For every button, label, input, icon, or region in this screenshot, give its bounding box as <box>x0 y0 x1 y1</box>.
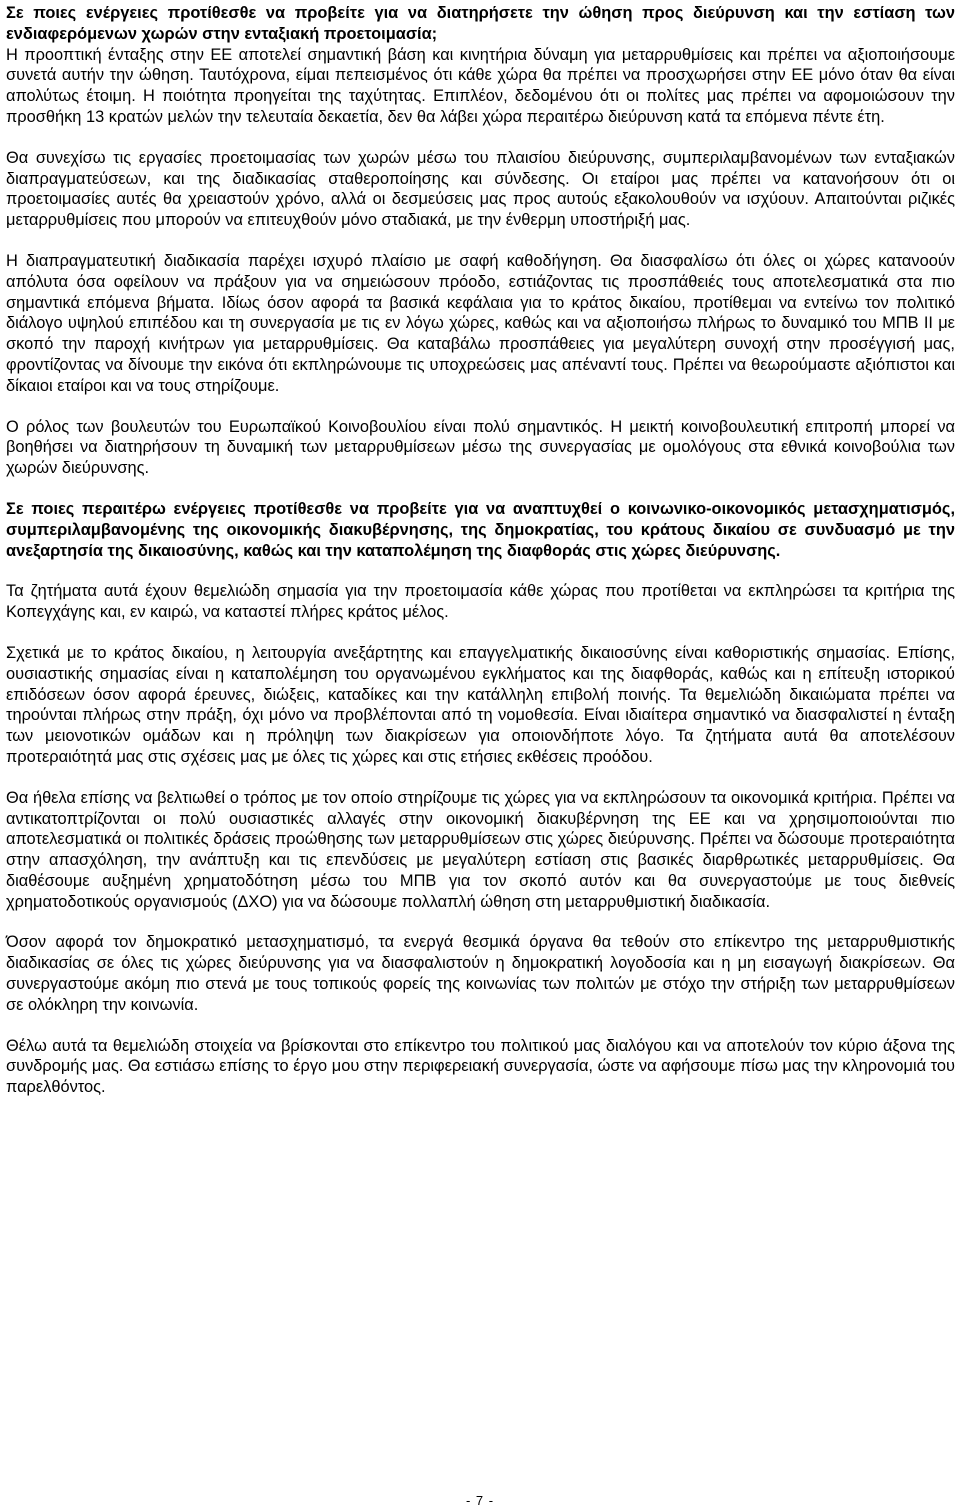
body-paragraph: Ο ρόλος των βουλευτών του Ευρωπαϊκού Κοινοβουλίου είναι πολύ σημαντικός. Η μεικτή κοινοβουλευτική επιτροπή μπορεί να βοηθήσει να διατηρήσουν τη δυναμική των μεταρρυθμίσεων μέσω της συνεργασίας με ομολόγους στα εθνικά κοινοβούλια των χωρών διεύρυνσης. <box>6 417 955 478</box>
body-paragraph: Σχετικά με το κράτος δικαίου, η λειτουργία ανεξάρτητης και επαγγελματικής δικαιοσύνης είναι καθοριστικής σημασίας. Επίσης, ουσιαστικής σημασίας είναι η καταπολέμηση του οργανωμένου εγκλήματος και της διαφθοράς, καθώς και η επίτευξη ιστορικού επιδόσεων όσον αφορά έρευνες, διώξεις, καταδίκες και την κατάλληλη επιβολή ποινής. Τα θεμελιώδη δικαιώματα πρέπει να τηρούνται πλήρως στην πράξη, όχι μόνο να προβλέπονται από τη νομοθεσία. Είναι ιδιαίτερα σημαντικό να διασφαλιστεί η ένταξη των μειονοτικών ομάδων και η πρόληψη των διακρίσεων για οποιονδήποτε λόγο. Τα ζητήματα αυτά θα αποτελέσουν προτεραιότητά μας στις σχέσεις μας με όλες τις χώρες και στις ετήσιες εκθέσεις προόδου. <box>6 643 955 766</box>
body-paragraph: Όσον αφορά τον δημοκρατικό μετασχηματισμό, τα ενεργά θεσμικά όργανα θα τεθούν στο επίκεντρο της μεταρρυθμιστικής διαδικασίας σε όλες τις χώρες διεύρυνσης για να διασφαλιστούν η δημοκρατική λογοδοσία και η μη εισαγωγή διακρίσεων. Θα συνεργαστούμε ακόμη πιο στενά με τους τοπικούς φορείς της κοινωνίας των πολιτών με στόχο την στήριξη των μεταρρυθμίσεων σε ολόκληρη την κοινωνία. <box>6 933 955 1014</box>
body-paragraph: Τα ζητήματα αυτά έχουν θεμελιώδη σημασία για την προετοιμασία κάθε χώρας που προτίθεται να εκπληρώσει τα κριτήρια της Κοπεγχάγης και, εν καιρώ, να καταστεί πλήρες κράτος μέλος. <box>6 582 955 622</box>
question-heading-2: Σε ποιες περαιτέρω ενέργειες προτίθεσθε να προβείτε για να αναπτυχθεί ο κοινωνικο-οικονομικός μετασχηματισμός, συμπεριλαμβανομένης της οικονομικής διακυβέρνησης, της δημοκρατίας, του κράτους δικαίου σε συνδυασμό με την ανεξαρτησία της δικαιοσύνης, καθώς και την καταπολέμηση της διαφθοράς στις χώρες διεύρυνσης. <box>6 499 955 560</box>
body-paragraph: Θέλω αυτά τα θεμελιώδη στοιχεία να βρίσκονται στο επίκεντρο του πολιτικού μας διαλόγου και να αποτελούν τον κύριο άξονα της συνδρομής μας. Θα εστιάσω επίσης το έργο μου στην περιφερειακή συνεργασία, ώστε να αφήσουμε πίσω μας την κληρονομιά του παρελθόντος. <box>6 1036 955 1097</box>
document-body <box>6 3 955 1118</box>
page-number: - 7 - <box>465 1493 495 1508</box>
body-paragraph: Θα συνεχίσω τις εργασίες προετοιμασίας των χωρών μέσω του πλαισίου διεύρυνσης, συμπεριλαμβανομένων των ενταξιακών διαπραγματεύσεων, και της διαδικασίας σταθεροποίησης και σύνδεσης. Οι εταίροι μας πρέπει να κατανοήσουν ότι οι προετοιμασίες αυτές θα χρειαστούν χρόνο, αλλά οι δεσμεύσεις μας προς αυτούς εξακολουθούν να ισχύουν. Απαιτούνται ριζικές μεταρρυθμίσεις που μπορούν να επιτευχθούν μόνο σταδιακά, με την ένθερμη υποστήριξή μας. <box>6 148 955 230</box>
body-paragraph: Η προοπτική ένταξης στην ΕΕ αποτελεί σημαντική βάση και κινητήρια δύναμη για μεταρρυθμίσεις και πρέπει να αξιοποιήσουμε συνετά αυτήν την ώθηση. Ταυτόχρονα, είμαι πεπεισμένος ότι κάθε χώρα θα πρέπει να προσχωρήσει στην ΕΕ μόνο όταν θα είναι απολύτως έτοιμη. Η ποιότητα προηγείται της ταχύτητας. Επιπλέον, δεδομένου ότι οι πολίτες μας πρέπει να αφομοιώσουν την προσθήκη 13 κρατών μελών την τελευταία δεκαετία, δεν θα λάβει χώρα περαιτέρω διεύρυνση κατά τα επόμενα πέντε έτη. <box>6 45 955 126</box>
question-heading-1: Σε ποιες ενέργειες προτίθεσθε να προβείτε για να διατηρήσετε την ώθηση προς διεύρυνση και την εστίαση των ενδιαφερόμενων χωρών στην ενταξιακή προετοιμασία; <box>6 4 955 43</box>
body-paragraph: Η διαπραγματευτική διαδικασία παρέχει ισχυρό πλαίσιο με σαφή καθοδήγηση. Θα διασφαλίσω ότι όλες οι χώρες κατανοούν απόλυτα όσα οφείλουν να πράξουν για να σημειώσουν πρόοδο, εστιάζοντας τις προσπάθειές τους αποτελεσματικά στα πιο σημαντικά επόμενα βήματα. Ιδίως όσον αφορά τα βασικά κεφάλαια για το κράτος δικαίου, προτίθεμαι να εντείνω τον πολιτικό διάλογο υψηλού επιπέδου και τη συνεργασία με τις εν λόγω χώρες, καθώς και να αξιοποιήσω πλήρως το δυναμικό του ΜΠΒ ΙΙ με σκοπό την παροχή κινήτρων για μεταρρυθμίσεις. Θα καταβάλω προσπάθειες για μεγαλύτερη συνοχή στην προσέγγισή μας, φροντίζοντας να δίνουμε την εικόνα ότι εκπληρώνουμε τις υποχρεώσεις μας απέναντί τους. Πρέπει να θεωρούμαστε αξιόπιστοι και δίκαιοι εταίροι και να τους στηρίζουμε. <box>6 251 955 395</box>
body-paragraph: Θα ήθελα επίσης να βελτιωθεί ο τρόπος με τον οποίο στηρίζουμε τις χώρες για να εκπληρώσουν τα οικονομικά κριτήρια. Πρέπει να αντικατοπτρίζονται οι πολύ ουσιαστικές αλλαγές στην οικονομική διακυβέρνηση της ΕΕ και να χρησιμοποιούνται πιο αποτελεσματικά οι πολιτικές δράσεις προώθησης των μεταρρυθμίσεων στις χώρες διεύρυνσης. Πρέπει να δώσουμε προτεραιότητα στην απασχόληση, την ανάπτυξη και τις επενδύσεις με μεγαλύτερη εστίαση στις βασικές διαρθρωτικές μεταρρυθμίσεις. Θα διαθέσουμε αυξημένη χρηματοδότηση μέσω του ΜΠΒ για τον σκοπό αυτόν και θα συνεργαστούμε με τους διεθνείς χρηματοδοτικούς οργανισμούς (ΔΧΟ) για να δώσουμε πολλαπλή ώθηση στη μεταρρυθμιστική διαδικασία. <box>6 788 955 911</box>
